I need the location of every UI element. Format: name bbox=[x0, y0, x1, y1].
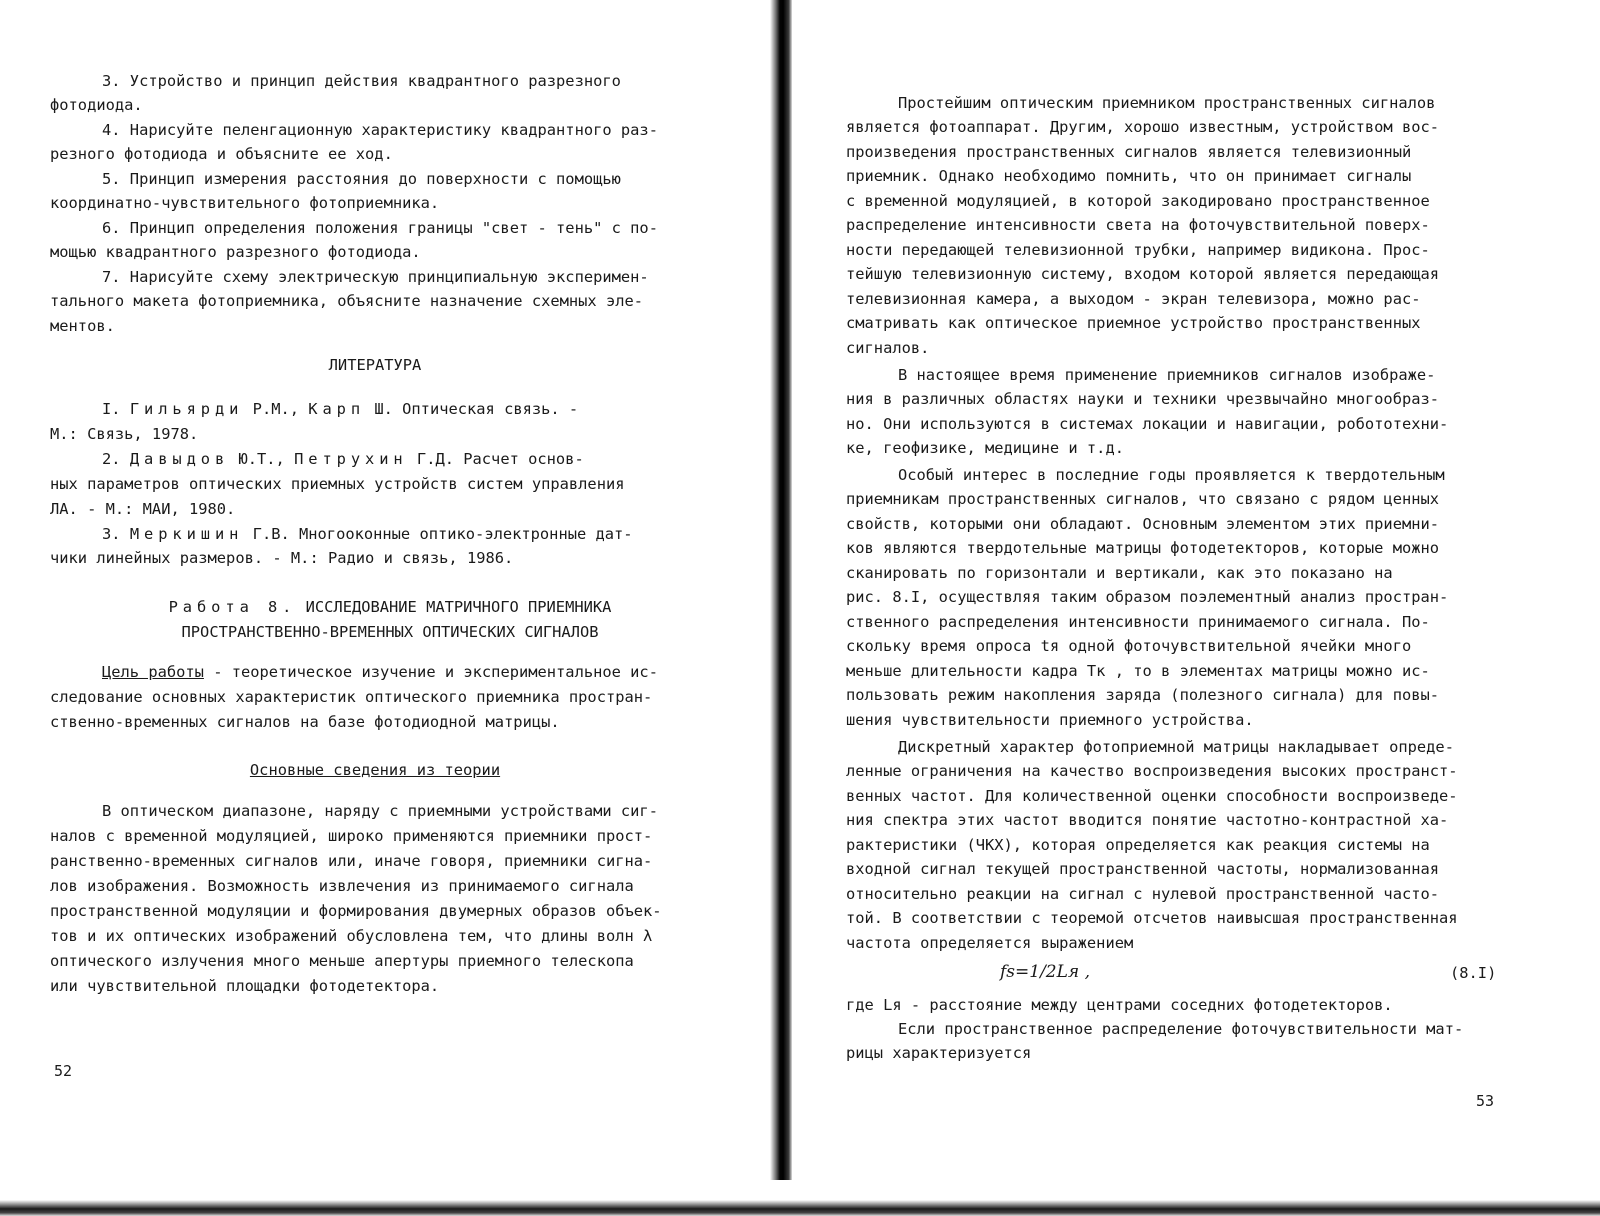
body-line: сканировать по горизонтали и вертикали, как это показано на bbox=[846, 564, 1393, 582]
theory-line: налов с временной модуляцией, широко применяются приемники прост- bbox=[50, 827, 653, 845]
work-title-line-1 bbox=[50, 600, 730, 615]
literature-heading: ЛИТЕРАТУРА bbox=[328, 356, 422, 374]
ref-author: Петрухин bbox=[294, 450, 408, 468]
ref-text: Ш. Оптическая связь. - bbox=[374, 400, 579, 418]
ref-author: Давыдов bbox=[129, 450, 230, 468]
body-line: приемник. Однако необходимо помнить, что он принимает сигналы bbox=[846, 167, 1412, 185]
ref-text: Г.Д. Расчет основ- bbox=[416, 450, 584, 468]
body-line: приемникам пространственных сигналов, что связано с рядом ценных bbox=[846, 490, 1440, 508]
theory-line: В оптическом диапазоне, наряду с приемными устройствами сиг- bbox=[102, 802, 658, 820]
body-line: ния в различных областях науки и техники чрезвычайно многообраз- bbox=[846, 390, 1440, 408]
question-line: тального макета фотоприемника, объясните назначение схемных эле- bbox=[50, 292, 644, 310]
body-line: где Lя - расстояние между центрами соседних фотодетекторов. bbox=[846, 996, 1393, 1014]
scan-bottom-edge bbox=[0, 1200, 1600, 1216]
work-title-prefix: Работа 8. bbox=[168, 598, 297, 616]
body-line: частота определяется выражением bbox=[846, 934, 1134, 952]
body-line: ленные ограничения на качество воспроизведения высоких пространст- bbox=[846, 762, 1458, 780]
ref-author: Карп bbox=[308, 400, 366, 418]
body-line: Особый интерес в последние годы проявляется к твердотельным bbox=[898, 466, 1445, 484]
body-line: В настоящее время применение приемников сигналов изображе- bbox=[898, 366, 1436, 384]
literature-entry bbox=[50, 452, 584, 467]
formula-number: (8.I) bbox=[1450, 964, 1497, 982]
body-line: но. Они используются в системах локации и навигации, робототехни- bbox=[846, 415, 1449, 433]
question-line: фотодиода. bbox=[50, 96, 143, 114]
body-line: является фотоаппарат. Другим, хорошо известным, устройством вос- bbox=[846, 118, 1440, 136]
literature-line: ных параметров оптических приемных устройств систем управления bbox=[50, 475, 625, 493]
body-line: той. В соответствии с теоремой отсчетов наивысшая пространственная bbox=[846, 909, 1458, 927]
body-line: венных частот. Для количественной оценки способности воспроизведе- bbox=[846, 787, 1458, 805]
body-line: пользовать режим накопления заряда (полезного сигнала) для повы- bbox=[846, 686, 1440, 704]
body-line: шения чувствительности приемного устройства. bbox=[846, 711, 1254, 729]
body-line: входной сигнал текущей пространственной частоты, нормализованная bbox=[846, 860, 1440, 878]
work-title-line-2: ПРОСТРАНСТВЕННО-ВРЕМЕННЫХ ОПТИЧЕСКИХ СИГНАЛОВ bbox=[181, 623, 599, 641]
goal-line: следование основных характеристик оптического приемника простран- bbox=[50, 688, 653, 706]
theory-line: ранственно-временных сигналов или, иначе говоря, приемники сигна- bbox=[50, 852, 653, 870]
body-line: ков являются твердотельные матрицы фотодетекторов, которые можно bbox=[846, 539, 1440, 557]
body-line: ственного распределения интенсивности принимаемого сигнала. По- bbox=[846, 613, 1430, 631]
body-line: Простейшим оптическим приемником пространственных сигналов bbox=[898, 94, 1436, 112]
body-line: тейшую телевизионную систему, входом которой является передающая bbox=[846, 265, 1440, 283]
body-line: рис. 8.I, осуществляя таким образом поэлементный анализ простран- bbox=[846, 588, 1449, 606]
body-line: с временной модуляцией, в которой закодировано пространственное bbox=[846, 192, 1430, 210]
ref-number: 2. bbox=[102, 450, 121, 468]
theory-line: пространственной модуляции и формирования двумерных образов объек- bbox=[50, 902, 662, 920]
question-line: 4. Нарисуйте пеленгационную характеристику квадрантного раз- bbox=[102, 121, 658, 139]
question-line: 5. Принцип измерения расстояния до поверхности с помощью bbox=[102, 170, 621, 188]
body-line: свойств, которыми они обладают. Основным элементом этих приемни- bbox=[846, 515, 1440, 533]
ref-number: I. bbox=[102, 400, 121, 418]
ref-text: Г.В. Многооконные оптико-электронные дат- bbox=[252, 525, 633, 543]
body-line: относительно реакции на сигнал с нулевой пространственной часто- bbox=[846, 885, 1440, 903]
goal-line: ственно-временных сигналов на базе фотодиодной матрицы. bbox=[50, 713, 560, 731]
literature-line: ЛА. - М.: МАИ, 1980. bbox=[50, 500, 236, 518]
question-line: мощью квадрантного разрезного фотодиода. bbox=[50, 243, 421, 261]
body-line: рактеристики (ЧКХ), которая определяется как реакция системы на bbox=[846, 836, 1430, 854]
body-line: распределение интенсивности света на фоточувствительной поверх- bbox=[846, 216, 1430, 234]
body-line: ности передающей телевизионной трубки, например видикона. Прос- bbox=[846, 241, 1430, 259]
body-line: скольку время опроса tя одной фоточувствительной ячейки много bbox=[846, 637, 1412, 655]
body-line: Дискретный характер фотоприемной матрицы накладывает опреде- bbox=[898, 738, 1454, 756]
question-line: ментов. bbox=[50, 317, 115, 335]
body-line: Если пространственное распределение фоточувствительности мат- bbox=[898, 1020, 1464, 1038]
goal-label: Цель работы bbox=[102, 663, 204, 681]
theory-line: или чувствительной площадки фотодетектора. bbox=[50, 977, 440, 995]
body-line: рицы характеризуется bbox=[846, 1044, 1032, 1062]
theory-line: оптического излучения много меньше апертуры приемного телескопа bbox=[50, 952, 634, 970]
theory-line: лов изображения. Возможность извлечения из принимаемого сигнала bbox=[50, 877, 634, 895]
ref-text: Ю.Т., bbox=[238, 450, 295, 468]
body-line: сматривать как оптическое приемное устройство пространственных bbox=[846, 314, 1421, 332]
body-line: сигналов. bbox=[846, 339, 930, 357]
goal-text: - теоретическое изучение и экспериментальное ис- bbox=[203, 663, 658, 681]
body-line: ния спектра этих частот вводится понятие частотно-контрастной ха- bbox=[846, 811, 1449, 829]
body-line: телевизионная камера, а выходом - экран телевизора, можно рас- bbox=[846, 290, 1421, 308]
theory-line: тов и их оптических изображений обусловлена тем, что длины волн λ bbox=[50, 927, 653, 945]
body-line: меньше длительности кадра Tк , то в элементах матрицы можно ис- bbox=[846, 662, 1430, 680]
question-line: резного фотодиода и объясните ее ход. bbox=[50, 145, 393, 163]
ref-author: Меркишин bbox=[129, 525, 244, 543]
page-number-right: 53 bbox=[1476, 1092, 1495, 1110]
question-line: 7. Нарисуйте схему электрическую принципиальную эксперимен- bbox=[102, 268, 649, 286]
work-title-text: ИССЛЕДОВАНИЕ МАТРИЧНОГО ПРИЕМНИКА bbox=[305, 598, 612, 616]
question-line: 6. Принцип определения положения границы "свет - тень" с по- bbox=[102, 219, 658, 237]
formula: fs=1/2Lя , bbox=[1000, 962, 1090, 982]
literature-line: чики линейных размеров. - М.: Радио и связь, 1986. bbox=[50, 549, 514, 567]
question-line: 3. Устройство и принцип действия квадрантного разрезного bbox=[102, 72, 621, 90]
body-line: ке, геофизике, медицине и т.д. bbox=[846, 439, 1124, 457]
page-number-left: 52 bbox=[54, 1062, 73, 1080]
literature-entry bbox=[50, 527, 633, 542]
theory-heading: Основные сведения из теории bbox=[249, 761, 501, 779]
goal-line bbox=[50, 665, 658, 680]
literature-entry bbox=[50, 402, 578, 417]
ref-author: Гильярди bbox=[129, 400, 244, 418]
body-line: произведения пространственных сигналов является телевизионный bbox=[846, 143, 1412, 161]
ref-number: 3. bbox=[102, 525, 121, 543]
question-line: координатно-чувствительного фотоприемника. bbox=[50, 194, 440, 212]
ref-text: Р.М., bbox=[252, 400, 309, 418]
literature-line: М.: Связь, 1978. bbox=[50, 425, 199, 443]
book-spine-shadow bbox=[770, 0, 792, 1180]
